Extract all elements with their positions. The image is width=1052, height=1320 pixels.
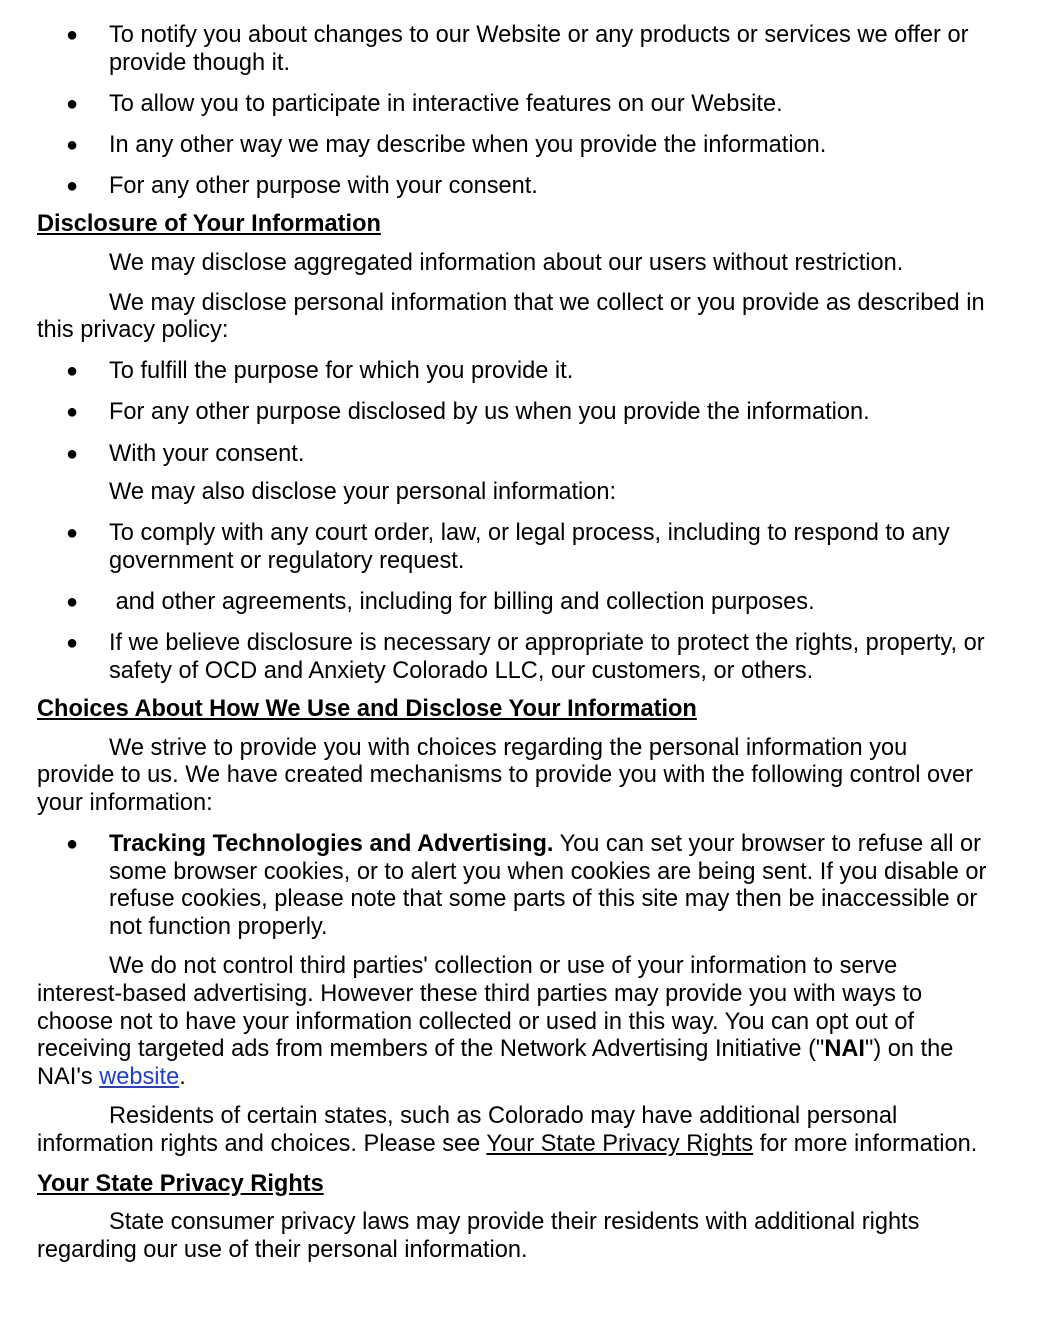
choices-heading: Choices About How We Use and Disclose Your Information [37,696,697,723]
nai-website-link[interactable]: website [99,1063,180,1090]
disclosure-heading: Disclosure of Your Information [37,211,381,238]
list-item: ● For any other purpose disclosed by us when you provide the information. [66,399,870,426]
bullet-icon: ● [66,632,79,654]
bullet-icon: ● [66,833,79,856]
state-rights-heading: Your State Privacy Rights [37,1170,324,1197]
disclosure-list-2 [37,520,987,685]
list-item: ● To notify you about changes to our Website or any products or services we offer or provide though it. [66,22,969,76]
disclosure-paragraph: We may disclose personal information that we collect or you provide as described in this privacy policy: [37,289,985,344]
choices-paragraph: We do not control third parties' collection or use of your information to serve interest-based advertising. However these third parties may provide you with ways to choose not to have your information collected or used in this way. You can opt out of receiving targeted ads from members of the Network Advertising Initiative ("NAI") on the NAI's website. [37,953,960,1090]
bullet-icon: ● [66,522,79,545]
list-item: ● If we believe disclosure is necessary or appropriate to protect the rights, property, or safety of OCD and Anxiety Colorado LLC, our customers, or others. [66,630,985,684]
list-item: ● To comply with any court order, law, or legal process, including to respond to any government or regulatory request. [66,520,957,574]
list-item: ● For any other purpose with your consent. [66,172,538,199]
disclosure-paragraph: We may also disclose your personal information: [109,479,617,506]
bullet-icon: ● [66,92,79,115]
list-item: ● Tracking Technologies and Advertising. You can set your browser to refuse all or some browser cookies, or to alert you when cookies are being sent. If you disable or refuse cookies, please note that some parts of this site may then be inaccessible or not function properly. [66,831,993,940]
bullet-icon: ● [66,590,79,613]
purpose-list [37,22,987,200]
bullet-icon: ● [66,133,79,156]
list-item: ● To fulfill the purpose for which you provide it. [66,358,574,385]
document-page [37,22,993,1276]
state-rights-paragraph: State consumer privacy laws may provide their residents with additional rights regarding our use of their personal information. [37,1209,920,1263]
bullet-icon: ● [66,442,79,465]
disclosure-paragraph: We may disclose aggregated information about our users without restriction. [109,250,904,277]
list-item: ● With your consent. [66,440,305,467]
tracking-title: Tracking Technologies and Advertising. [109,831,554,858]
bullet-icon: ● [66,174,79,197]
disclosure-list [37,358,987,468]
list-item: ● In any other way we may describe when you provide the information. [66,131,827,158]
choices-list [37,831,993,941]
bullet-icon: ● [66,401,79,424]
bullet-icon: ● [66,24,79,46]
list-item: ● and other agreements, including for billing and collection purposes. [66,588,815,615]
bullet-icon: ● [66,360,79,383]
state-privacy-rights-link[interactable]: Your State Privacy Rights [486,1131,754,1157]
choices-paragraph: We strive to provide you with choices regarding the personal information you provide to us. We have created mechanisms to provide you with the following control over your information: [37,734,973,816]
list-item: ● To allow you to participate in interactive features on our Website. [66,90,783,117]
choices-paragraph: Residents of certain states, such as Colorado may have additional personal information rights and choices. Please see Your State Privacy Rights for more information. [37,1103,978,1157]
